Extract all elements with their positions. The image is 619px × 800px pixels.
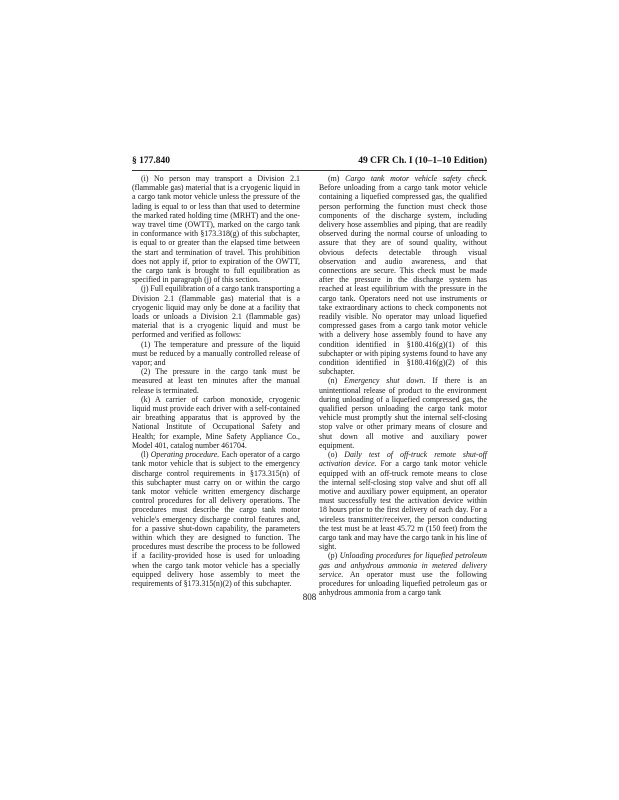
paragraph-k: (k) A carrier of carbon monoxide, cryogenic liquid must provide each driver with a self-contained air breathing apparatus that is approved by the National Institute of Occupational Safety and Health; for example, Mine Safety Appliance Co., Model 401, catalog number 461704. (132, 394, 300, 450)
paragraph-j: (j) Full equilibration of a cargo tank transporting a Division 2.1 (flammable gas) material that is a cryogenic liquid may only be done at a facility that loads or unloads a Division 2.1 (flammable gas) material that is a cryogenic liquid and must be performed and verified as follows: (132, 284, 300, 340)
paragraph-m-body: Before unloading from a cargo tank motor vehicle containing a liquefied compressed gas, the qualified person performing the function must check those components of the discharge system, including delivery hose assemblies and piping, that are readily observed during the normal course of unloading to assure that they are of sound quality, without obvious defects detectable through visual observation and audio awareness, and that connections are secure. This check must be made after the pressure in the discharge system has reached at least equilibrium with the pressure in the cargo tank. Operators need not use instruments or take extraordinary actions to check components not readily visible. No operator may unload liquefied compressed gases from a cargo tank motor vehicle with a delivery hose assembly found to have any condition identified in §180.416(g)(1) of this subchapter or with piping systems found to have any condition identified in §180.416(g)(2) of this subchapter. (319, 183, 487, 377)
paragraph-l-label: (l) (141, 450, 151, 460)
paragraph-n-body: If there is an unintentional release of product to the environment during unloading of a liquefied compressed gas, the qualified person unloading the cargo tank motor vehicle must promptly shut the internal self-closing stop valve or other primary means of closure and shut down all motive and auxiliary power equipment. (319, 376, 487, 450)
right-column (319, 174, 487, 598)
paragraph-o (319, 450, 487, 551)
cfr-citation: 49 CFR Ch. I (10–1–10 Edition) (358, 156, 487, 166)
paragraph-o-heading: Daily test of off-truck remote shut-off activation device. (319, 450, 487, 469)
paragraph-l-heading: Operating procedure. (150, 450, 220, 460)
paragraph-p (319, 551, 487, 597)
paragraph-n (319, 376, 487, 450)
paragraph-l (132, 450, 300, 588)
page-number: 808 (302, 592, 317, 602)
section-number: § 177.840 (132, 156, 170, 166)
paragraph-m-heading: Cargo tank motor vehicle safety check. (345, 174, 487, 183)
paragraph-p-label: (p) (328, 551, 340, 561)
paragraph-p-heading: Unloading procedures for liquefied petroleum gas and anhydrous ammonia in metered delivery service. (319, 551, 487, 579)
paragraph-i: (i) No person may transport a Division 2.1 (flammable gas) material that is a cryogenic liquid in a cargo tank motor vehicle unless the pressure of the lading is equal to or less than that used to determine the marked rated holding time (MRHT) and the one-way travel time (OWTT), marked on the cargo tank in conformance with §173.318(g) of this subchapter, is equal to or greater than the elapsed time between the start and termination of travel. This prohibition does not apply if, prior to expiration of the OWTT, the cargo tank is brought to full equilibration as specified in paragraph (j) of this section. (132, 174, 300, 285)
paragraph-n-label: (n) (328, 376, 345, 386)
paragraph-o-label: (o) (328, 450, 345, 460)
paragraph-p-body: An operator must use the following procedures for unloading liquefied petroleum gas or anhydrous ammonia from a cargo tank (319, 569, 487, 598)
paragraph-j-2: (2) The pressure in the cargo tank must be measured at least ten minutes after the manual release is terminated. (132, 367, 300, 395)
paragraph-l-body: Each operator of a cargo tank motor vehicle that is subject to the emergency discharge control requirements in §173.315(n) of this subchapter must carry on or within the cargo tank motor vehicle written emergency discharge control procedures for all delivery operations. The procedures must describe the cargo tank motor vehicle's emergency discharge control features and, for a passive shut-down capability, the parameters within which they are designed to function. The procedures must describe the process to be followed if a facility-provided hose is used for unloading when the cargo tank motor vehicle has a specially equipped delivery hose assembly to meet the requirements of §173.315(n)(2) of this subchapter. (132, 450, 300, 588)
paragraph-o-body: For a cargo tank motor vehicle equipped with an off-truck remote means to close the internal self-closing stop valve and shut off all motive and auxiliary power equipment, an operator must successfully test the activation device within 18 hours prior to the first delivery of each day. For a wireless transmitter/receiver, the person conducting the test must be at least 45.72 m (150 feet) from the cargo tank and may have the cargo tank in his line of sight. (319, 459, 487, 552)
paragraph-j-1: (1) The temperature and pressure of the liquid must be reduced by a manually controlled release of vapor; and (132, 339, 300, 368)
paragraph-m-label: (m) (328, 174, 346, 183)
header-rule (132, 170, 487, 171)
paragraph-m (319, 174, 487, 376)
left-column (132, 174, 300, 586)
paragraph-n-heading: Emergency shut down. (344, 376, 426, 386)
